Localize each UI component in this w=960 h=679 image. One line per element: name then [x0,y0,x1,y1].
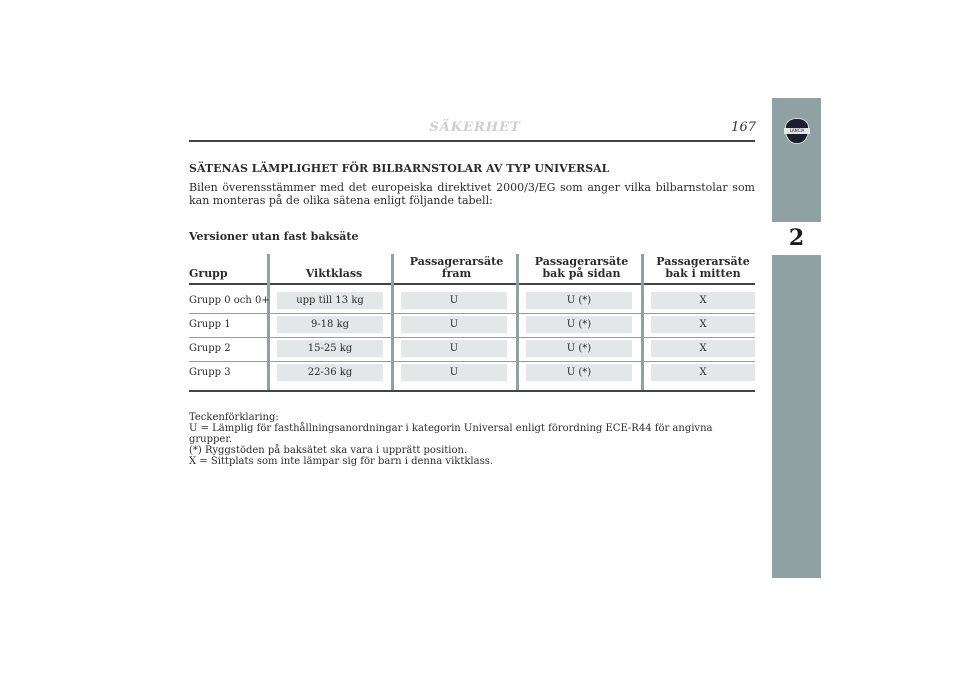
table-bottom-rule [189,390,755,392]
cell-sidan: U (*) [566,343,592,354]
logo-text: LANCIA [784,128,810,134]
table-subheading: Versioner utan fast baksäte [189,230,359,243]
seat-suitability-table [189,252,755,392]
row-divider [189,313,755,314]
cell-mitten: X [699,367,707,378]
cell-grupp: Grupp 3 [189,367,231,378]
row-divider [189,361,755,362]
cell-fram: U [449,319,459,330]
cell-grupp: Grupp 2 [189,343,231,354]
header-underline [189,283,755,285]
legend [189,412,755,467]
cell-fram: U [449,367,459,378]
legend-x: X = Sittplats som inte lämpar sig för barn i denna viktklass. [189,456,494,467]
chapter-number[interactable]: 2 [772,222,821,255]
header-fram: Passagerarsäte fram [409,255,504,280]
page-number: 167 [731,120,756,135]
page-header-title: SÄKERHET [429,120,521,135]
cell-sidan: U (*) [566,367,592,378]
header-viktklass: Viktklass [305,267,363,280]
legend-u: U = Lämplig för fasthållningsanordningar i kategorin Universal enligt förordning ECE-R44 för angivna grupper. [189,423,713,445]
cell-fram: U [449,295,459,306]
section-title: SÄTENAS LÄMPLIGHET FÖR BILBARNSTOLAR AV TYP UNIVERSAL [189,162,610,175]
legend-title: Teckenförklaring: [189,412,279,423]
header-bak-mitten: Passagerarsäte bak i mitten [656,255,750,280]
cell-mitten: X [699,343,707,354]
cell-mitten: X [699,319,707,330]
logo-area [772,98,821,218]
cell-sidan: U (*) [566,319,592,330]
cell-viktklass: 9-18 kg [310,319,350,330]
intro-paragraph: Bilen överensstämmer med det europeiska direktivet 2000/3/EG som anger vilka bilbarnstolar som kan monteras på de olika sätena enligt följande tabell: [189,181,755,207]
cell-mitten: X [699,295,707,306]
header-bak-sidan: Passagerarsäte bak på sidan [534,255,629,280]
column-separator [516,254,519,390]
column-separator [641,254,644,390]
legend-star: (*) Ryggstöden på baksätet ska vara i upprätt position. [189,445,468,456]
chapter-side-tab[interactable] [772,98,821,578]
cell-sidan: U (*) [566,295,592,306]
row-divider [189,337,755,338]
cell-viktklass: 15-25 kg [307,343,353,354]
cell-grupp: Grupp 0 och 0+ [189,295,270,306]
column-separator [391,254,394,390]
lancia-logo-icon [785,118,809,144]
cell-fram: U [449,343,459,354]
cell-viktklass: 22-36 kg [307,367,353,378]
cell-grupp: Grupp 1 [189,319,231,330]
header-grupp: Grupp [189,267,228,280]
cell-viktklass: upp till 13 kg [296,295,364,306]
header-rule [189,140,755,142]
column-separator [267,254,270,390]
